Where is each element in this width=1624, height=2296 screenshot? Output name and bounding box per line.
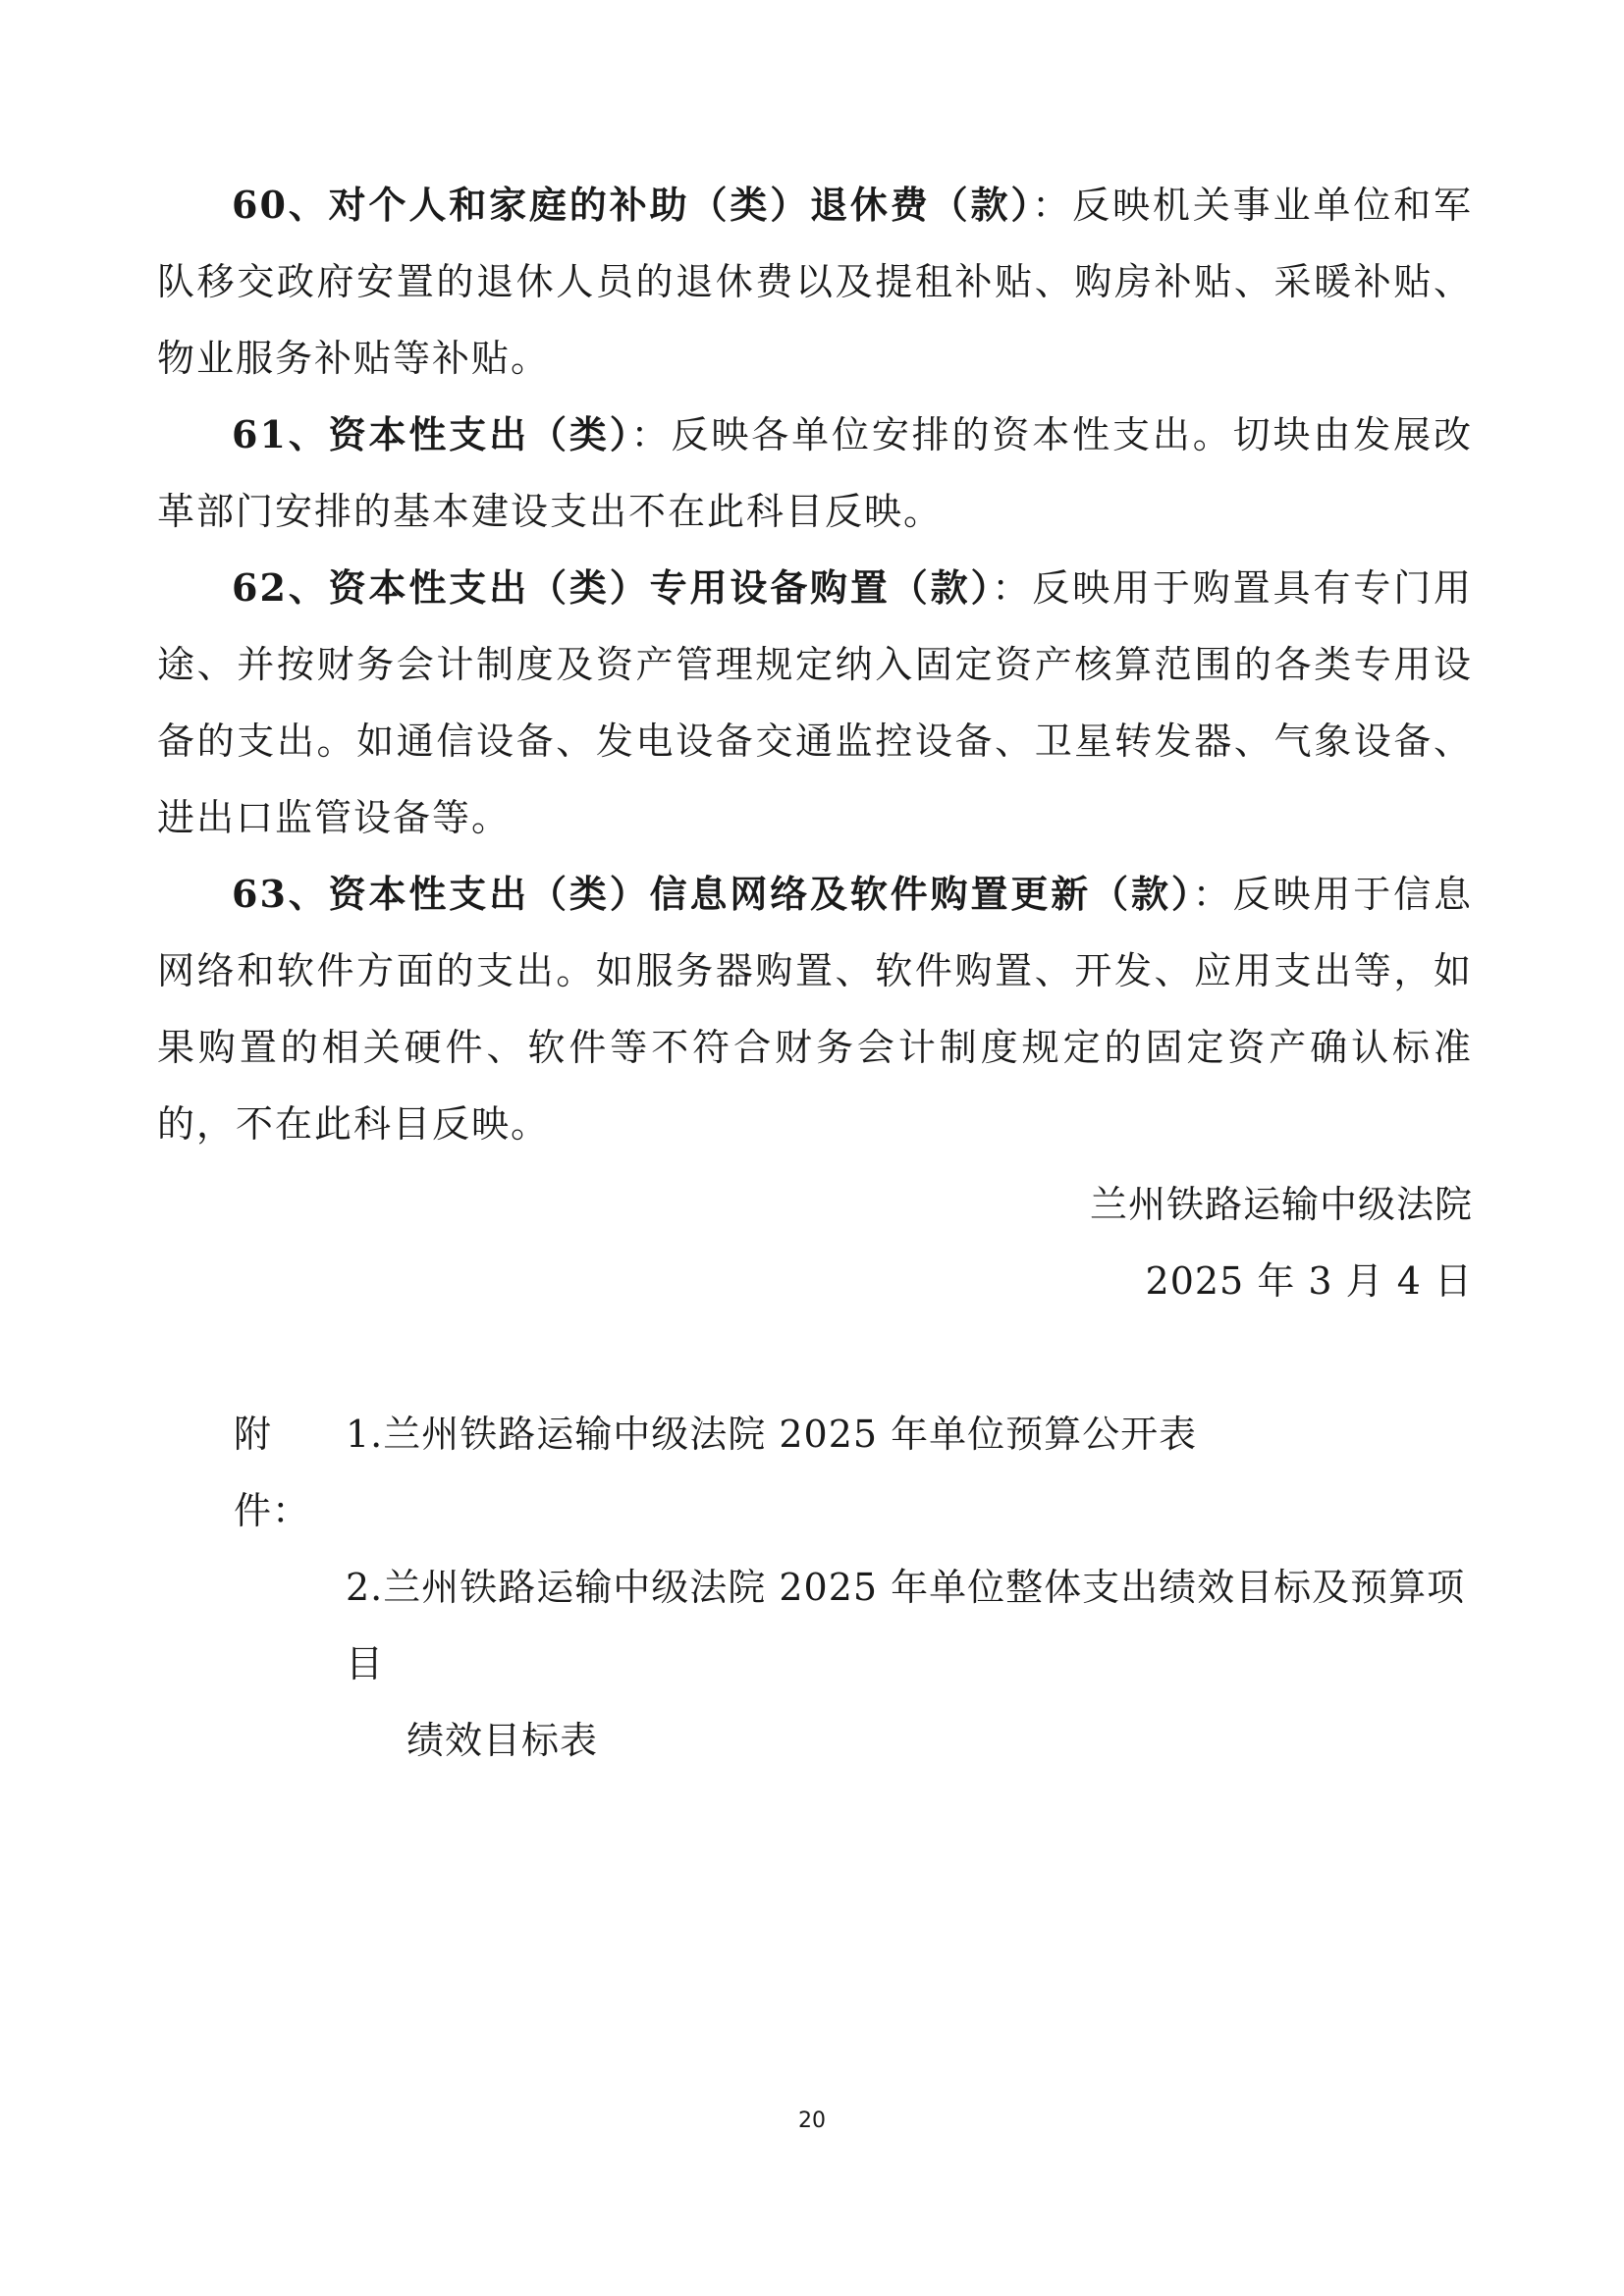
signature-block: [1090, 1166, 1473, 1319]
paragraph-text: ：反映用于购置具有专门用途、并按财务会计制度及资产管理规定纳入固定资产核算范围的各类专用设备的支出。如通信设备、发电设备交通监控设备、卫星转发器、气象设备、进出口监管设备等。: [157, 566, 1473, 839]
body-text: [157, 167, 1473, 1162]
paragraph-heading: 60、对个人和家庭的补助（类）退休费（款）: [232, 183, 1033, 227]
paragraph-text: ：反映机关事业单位和军队移交政府安置的退休人员的退休费以及提租补贴、购房补贴、采暖补贴、物业服务补贴等补贴。: [157, 184, 1473, 380]
paragraph-heading: 63、资本性支出（类）信息网络及软件购置更新（款）: [232, 872, 1193, 916]
page-number: 20: [798, 2109, 826, 2133]
paragraph-61: [157, 397, 1473, 550]
attachment-item: 2.兰州铁路运输中级法院 2025 年单位整体支出绩效目标及预算项目: [346, 1566, 1466, 1685]
attachment-item: 1.兰州铁路运输中级法院 2025 年单位预算公开表: [346, 1413, 1198, 1456]
paragraph-text: ：反映各单位安排的资本性支出。切块由发展改革部门安排的基本建设支出不在此科目反映。: [157, 413, 1473, 533]
paragraph-62: [157, 550, 1473, 856]
paragraph-63: [157, 856, 1473, 1162]
signature-date: 2025 年 3 月 4 日: [1145, 1259, 1473, 1303]
signature-org: 兰州铁路运输中级法院: [1089, 1183, 1473, 1226]
attachments-block: [234, 1396, 1473, 1779]
attachment-item-continuation: 绩效目标表: [406, 1719, 599, 1762]
attachments-label-spacer: [234, 1702, 346, 1779]
paragraph-60: [157, 167, 1473, 397]
attachment-row: [234, 1549, 1473, 1702]
paragraph-text: ：反映用于信息网络和软件方面的支出。如服务器购置、软件购置、开发、应用支出等，如果购置的相关硬件、软件等不符合财务会计制度规定的固定资产确认标准的，不在此科目反映。: [157, 873, 1473, 1146]
attachment-row: [234, 1396, 1473, 1549]
paragraph-heading: 61、资本性支出（类）: [232, 412, 631, 456]
attachments-label-spacer: [234, 1549, 346, 1702]
paragraph-heading: 62、资本性支出（类）专用设备购置（款）: [232, 565, 993, 610]
attachment-row: [234, 1702, 1473, 1779]
attachments-label: 附件：: [234, 1413, 311, 1532]
